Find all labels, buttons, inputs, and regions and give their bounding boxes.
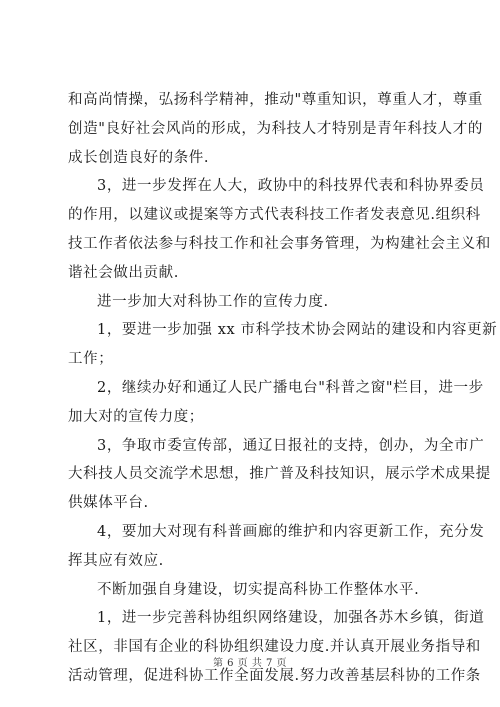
text-line: 进一步加大对科协工作的宣传力度. xyxy=(97,293,329,310)
text-line: 不断加强自身建设，切实提高科协工作整体水平. xyxy=(97,581,420,598)
text-line: 大科技人员交流学术思想，推广普及科技知识，展示学术成果提 xyxy=(68,466,491,483)
text-line: 挥其应有效应. xyxy=(68,552,164,569)
text-line: 社区，非国有企业的科协组织建设力度.并认真开展业务指导和 xyxy=(68,639,481,656)
text-line: 工作； xyxy=(68,351,114,368)
document-body xyxy=(68,86,498,691)
text-line: 1，要进一步加强 xx 市科学技术协会网站的建设和内容更新 xyxy=(97,322,498,339)
text-line: 3，争取市委宣传部，通辽日报社的支持，创办，为全市广 xyxy=(97,437,485,454)
page-footer: 第 6 页 共 7 页 xyxy=(212,658,288,669)
text-line: 谐社会做出贡献. xyxy=(68,264,179,281)
text-line: 成长创造良好的条件. xyxy=(68,149,210,166)
text-line: 和高尚情操，弘扬科学精神，推动"尊重知识，尊重人才，尊重 xyxy=(68,92,483,108)
text-line: 供媒体平台. xyxy=(68,495,149,512)
text-line: 的作用，以建议或提案等方式代表科技工作者发表意见.组织科 xyxy=(68,207,481,224)
text-line: 2，继续办好和通辽人民广播电台"科普之窗"栏目，进一步 xyxy=(97,379,484,396)
text-line: 3，进一步发挥在人大，政协中的科技界代表和科协界委员 xyxy=(97,178,485,195)
text-line: 4，要加大对现有科普画廊的维护和内容更新工作，充分发 xyxy=(97,523,485,540)
text-line: 加大对的宣传力度； xyxy=(68,408,204,425)
text-line: 创造"良好社会风尚的形成，为科技人才特别是青年科技人才的 xyxy=(68,120,483,137)
text-line: 活动管理，促进科协工作全面发展.努力改善基层科协的工作条 xyxy=(68,667,481,684)
text-line: 技工作者依法参与科技工作和社会事务管理，为构建社会主义和 xyxy=(68,235,491,252)
text-line: 1，进一步完善科协组织网络建设，加强各苏木乡镇，街道 xyxy=(97,610,485,627)
